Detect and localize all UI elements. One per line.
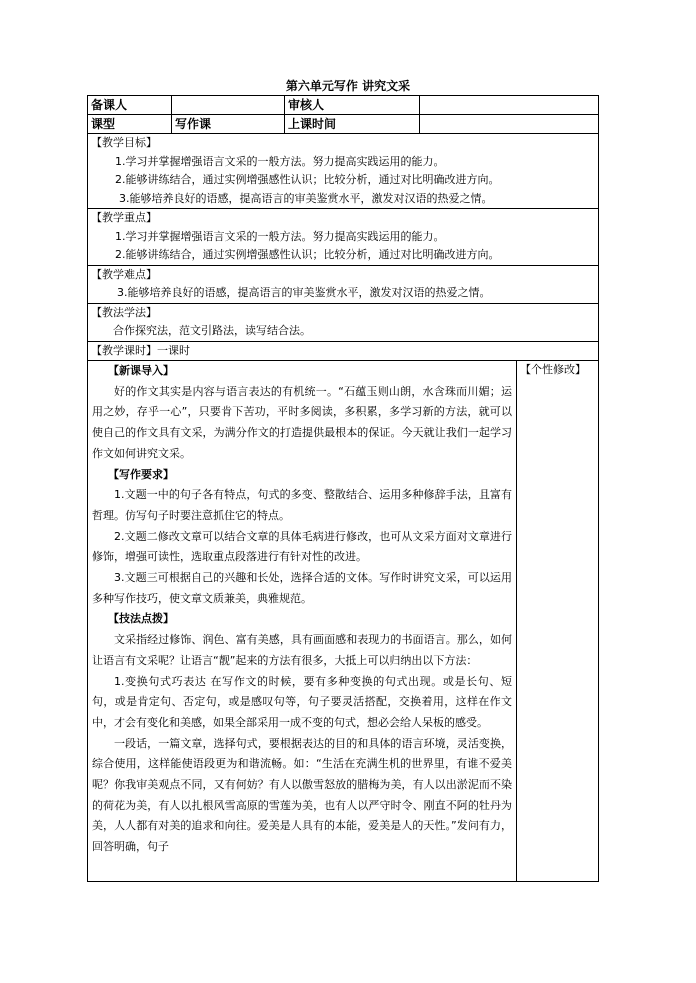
methods-section: [88, 303, 599, 341]
tip-item: 1.变换句式巧表达 在写作文的时候，要有多种变换的句式出现。或是长句、短句，或是肯定句、否定句，或是感叹句等，句子要灵活搭配，交换着用，这样在作文中，才会有变化和美感，如果全部采用一成不变的句式，想必会给人呆板的感受。: [92, 674, 512, 729]
prep-value: [172, 96, 285, 115]
hours-section: [88, 341, 599, 361]
lesson-plan-table: [87, 95, 599, 882]
review-value: [420, 96, 599, 115]
prep-label: 备课人: [88, 96, 172, 115]
hours-value: 一课时: [157, 343, 190, 357]
tips-intro: 文采指经过修饰、润色、富有美感，具有画面感和表现力的书面语言。那么，如何让语言有文采呢？让语言“靓”起来的方法有很多，大抵上可以归纳出以下方法：: [92, 633, 512, 667]
difficulties-heading: 【教学难点】: [91, 267, 157, 281]
hours-row: [88, 341, 599, 361]
type-value: 写作课: [172, 115, 285, 134]
difficulty-item: 3.能够培养良好的语感，提高语言的审美鉴赏水平，激发对汉语的热爱之情。: [117, 286, 491, 299]
goals-row: [88, 134, 599, 209]
difficulties-row: [88, 265, 599, 303]
review-label: 审核人: [285, 96, 420, 115]
keypoints-section: [88, 209, 599, 266]
requirements-heading: 【写作要求】: [108, 467, 174, 481]
keypoint-item: 2.能够讲练结合，通过实例增强感性认识；比较分析，通过对比明确改进方向。: [115, 248, 500, 261]
methods-row: [88, 303, 599, 341]
content-section: [88, 361, 517, 882]
requirement-item: 3.文题三可根据自己的兴趣和长处，选择合适的文体。写作时讲究文采，可以运用多种写作技巧，使文章文质兼美，典雅规范。: [92, 571, 512, 605]
header-row-2: [88, 115, 599, 134]
header-row-1: [88, 96, 599, 115]
content-row: [88, 361, 599, 882]
personal-revision-column: [517, 361, 599, 882]
hours-heading: 【教学课时】: [91, 343, 157, 357]
goal-item: 2.能够讲练结合，通过实例增强感性认识；比较分析，通过对比明确改进方向。: [115, 173, 500, 186]
time-label: 上课时间: [285, 115, 420, 134]
requirement-item: 2.文题二修改文章可以结合文章的具体毛病进行修改，也可从文采方面对文章进行修饰，增强可读性，选取重点段落进行有针对性的改进。: [92, 529, 512, 564]
goal-item: 1.学习并掌握增强语言文采的一般方法。努力提高实践运用的能力。: [115, 154, 445, 168]
methods-heading: 【教法学法】: [91, 305, 157, 319]
requirement-item: 1.文题一中的句子各有特点，句式的多变、整散结合、运用多种修辞手法，且富有哲理。仿写句子时要注意抓住它的特点。: [92, 488, 512, 522]
type-label: 课型: [88, 115, 172, 134]
intro-heading: 【新课导入】: [108, 364, 174, 377]
tips-heading: 【技法点拨】: [108, 612, 174, 626]
keypoint-item: 1.学习并掌握增强语言文采的一般方法。努力提高实践运用的能力。: [115, 229, 445, 243]
keypoints-heading: 【教学重点】: [91, 211, 157, 224]
methods-text: 合作探究法，范文引路法，读写结合法。: [113, 324, 311, 337]
goals-section: [88, 134, 599, 209]
page-title: 第六单元写作 讲究文采: [285, 79, 411, 93]
tip-item-more: 一段话，一篇文章，选择句式，要根据表达的目的和具体的语言环境，灵活变换，综合使用，这样能使语段更为和谐流畅。如：“生活在充满生机的世界里，有谁不爱美呢？你我审美观点不同，又有何妨？有人以傲雪怒放的腊梅为美，有人以出淤泥而不染的荷花为美，有人以扎根风雪高原的雪莲为美，也有人以严守时令、刚直不阿的牡丹为美，人人都有对美的追求和向往。爱美是人具有的本能，爱美是人的天性。”发问有力，回答明确，句子: [92, 736, 512, 854]
goals-heading: 【教学目标】: [91, 136, 157, 149]
difficulties-section: [88, 265, 599, 303]
goal-item: 3.能够培养良好的语感，提高语言的审美鉴赏水平，激发对汉语的热爱之情。: [119, 191, 493, 205]
intro-text: 好的作文其实是内容与语言表达的有机统一。“石蕴玉则山朗，水含珠而川媚；运用之妙，存乎一心”，只要肯下苦功，平时多阅读，多积累，多学习新的方法，就可以使自己的作文具有文采，为满分作文的打造提供最根本的保证。今天就让我们一起学习作文如何讲究文采。: [92, 384, 512, 460]
keypoints-row: [88, 209, 599, 266]
time-value: [420, 115, 599, 134]
personal-revision-label: 【个性修改】: [520, 363, 586, 376]
